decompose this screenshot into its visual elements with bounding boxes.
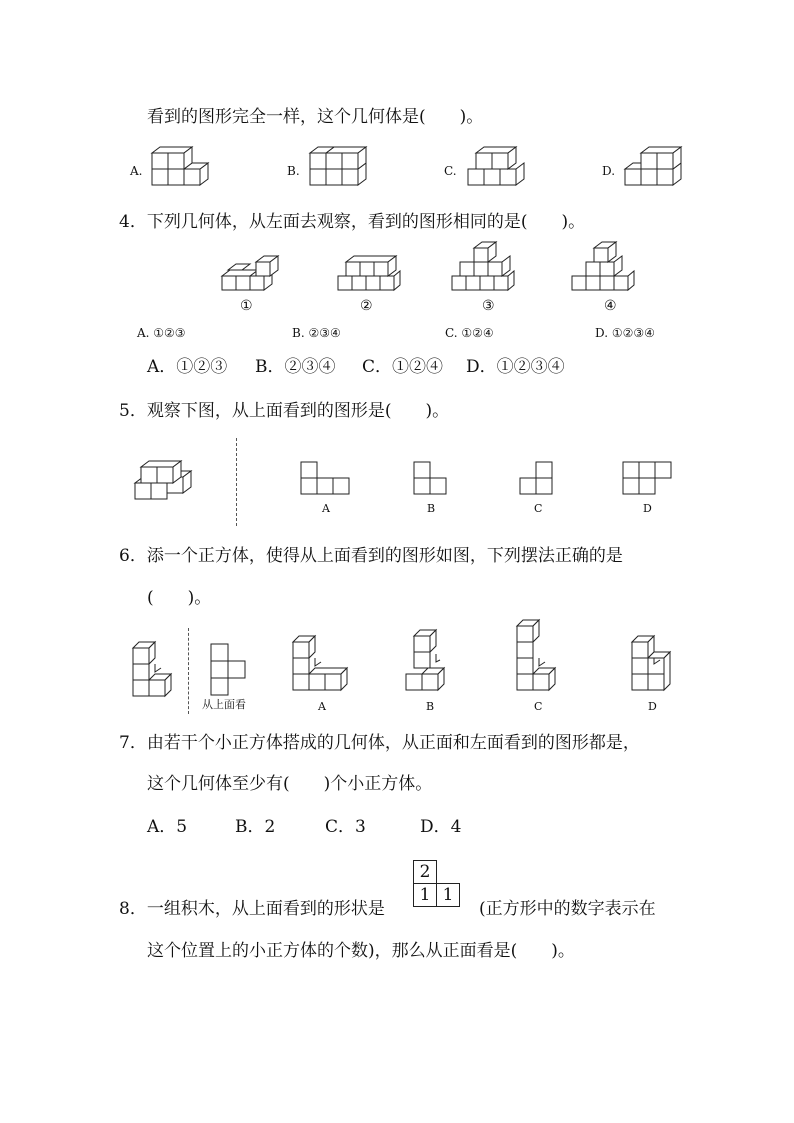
q6-top-view-label: 从上面看 [202,698,246,711]
q6-given-figure [133,642,177,698]
q3-option-c-figure [468,145,528,195]
q5-option-d-label[interactable]: D [643,502,652,515]
q8-grid-cell-left: 1 [413,883,437,907]
q6-stem-line2: ( )。 [147,588,212,608]
q6-divider [188,628,189,714]
q6-option-a-figure [293,634,353,694]
q4-inner-option-d: D. ①②③④ [595,326,655,340]
q5-option-b-figure [414,462,448,496]
q4-inner-option-a: A. ①②③ [137,326,186,340]
q3-option-a-figure [152,145,212,195]
q5-main-figure [135,455,205,505]
q5-stem: 5．观察下图，从上面看到的图形是( )。 [119,401,450,421]
q4-stem: 4．下列几何体，从左面去观察，看到的图形相同的是( )。 [119,212,586,232]
q4-figure-4-label: ④ [604,298,617,314]
q3-option-d-figure [625,145,685,195]
q7-stem: 7．由若干个小正方体搭成的几何体，从正面和左面看到的图形都是， [119,733,640,753]
q4-answer-a[interactable]: A．①②③ [147,357,228,377]
q7-option-a[interactable]: A．5 [147,817,188,837]
q5-option-c-figure [520,462,554,496]
q8-stem-b: (正方形中的数字表示在 [479,899,656,919]
q3-option-a-label[interactable]: A. [130,164,143,178]
q5-option-a-figure [301,462,351,496]
q4-answer-d[interactable]: D．①②③④ [466,357,565,377]
q6-option-a-label[interactable]: A [318,700,326,713]
q7-option-d[interactable]: D．4 [420,817,462,837]
q4-inner-option-b: B. ②③④ [292,326,341,340]
q3-option-d-label[interactable]: D. [602,164,616,178]
q6-option-b-label[interactable]: B [426,700,435,713]
q6-option-b-figure [406,630,456,694]
q6-option-c-figure [517,620,561,696]
q7-option-c[interactable]: C．3 [325,817,366,837]
q3-stem-line2: 看到的图形完全一样，这个几何体是( )。 [147,107,484,127]
q5-divider [236,438,237,526]
q8-stem-a: 8．一组积木，从上面看到的形状是 [119,899,385,919]
q6-option-d-label[interactable]: D [648,700,657,713]
q6-top-view-figure [211,644,249,696]
q4-figure-2-label: ② [360,298,373,314]
q4-figure-1-label: ① [240,298,253,314]
q3-option-b-figure [310,145,370,195]
q7-stem-line2: 这个几何体至少有( )个小正方体。 [147,774,433,794]
q4-figure-3-label: ③ [482,298,495,314]
q5-option-a-label[interactable]: A [322,502,330,515]
q4-figure-1 [222,250,282,298]
q6-stem: 6．添一个正方体，使得从上面看到的图形如图，下列摆法正确的是 [119,546,623,566]
q3-option-c-label[interactable]: C. [444,164,457,178]
q4-figure-3 [452,244,520,298]
q4-figure-4 [572,244,640,298]
q4-answer-c[interactable]: C．①②④ [362,357,444,377]
q7-option-b[interactable]: B．2 [235,817,276,837]
q4-figure-2 [338,250,402,298]
q4-inner-option-c: C. ①②④ [445,326,494,340]
q5-option-b-label[interactable]: B [427,502,436,515]
q8-stem-line2: 这个位置上的小正方体的个数)，那么从正面看是( )。 [147,941,575,961]
q4-answer-b[interactable]: B．②③④ [255,357,336,377]
q6-option-c-label[interactable]: C [534,700,543,713]
q6-option-d-figure [632,634,676,694]
q5-option-d-figure [623,462,673,496]
q3-option-b-label[interactable]: B. [287,164,300,178]
q8-grid-cell-top: 2 [413,860,437,884]
q8-grid-cell-right: 1 [436,883,460,907]
q5-option-c-label[interactable]: C [534,502,543,515]
